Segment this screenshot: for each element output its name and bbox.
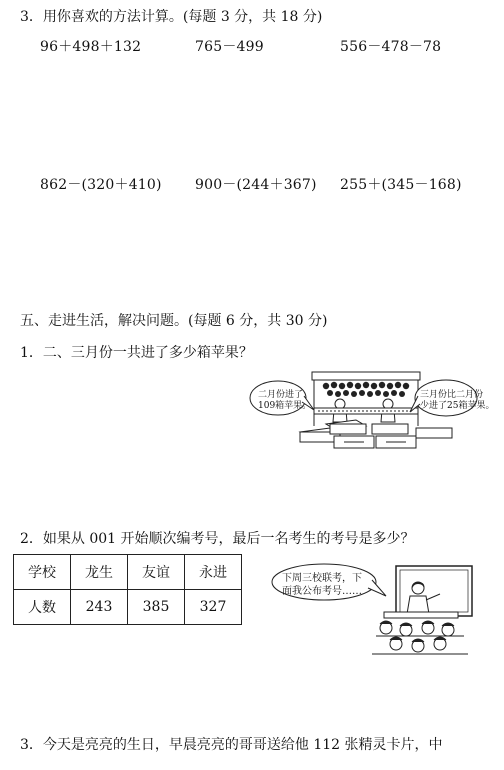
- school-count-table: [13, 554, 242, 625]
- bubble-right-line-2: 少进了25箱苹果。: [420, 401, 495, 411]
- question-2-text: 2．如果从 001 开始顺次编考号，最后一名考生的考号是多少？: [20, 531, 415, 547]
- bubble-left-line-1: 二月份进了: [258, 390, 304, 400]
- bubble-teacher-line-1: 下周三校联考，下: [282, 573, 362, 584]
- expression-5: 900－(244＋367): [195, 177, 317, 193]
- speech-bubble-right: [420, 390, 494, 412]
- question-3-text: 3．今天是亮亮的生日，早晨亮亮的哥哥送给他 112 张精灵卡片，中: [20, 737, 443, 753]
- table-cell: 学校: [14, 555, 71, 590]
- expression-3: 556－478－78: [340, 39, 442, 55]
- table-cell: 龙生: [71, 555, 128, 590]
- table-row: [14, 555, 242, 590]
- table-cell: 385: [128, 590, 185, 625]
- table-cell: 友谊: [128, 555, 185, 590]
- speech-bubble-left: [258, 390, 311, 412]
- section5-heading: 五、走进生活，解决问题。(每题 6 分，共 30 分): [20, 313, 328, 329]
- question-1-text: 1．二、三月份一共进了多少箱苹果？: [20, 345, 253, 361]
- bubble-teacher-line-2: 面我公布考号……: [282, 586, 362, 597]
- table-cell: 人数: [14, 590, 71, 625]
- section3-heading: 3．用你喜欢的方法计算。(每题 3 分，共 18 分): [20, 9, 323, 25]
- bubble-right-line-1: 三月份比二月份: [420, 390, 484, 400]
- expression-1: 96＋498＋132: [40, 39, 142, 55]
- speech-bubble-teacher: [282, 572, 362, 598]
- table-cell: 327: [185, 590, 242, 625]
- expression-6: 255＋(345－168): [340, 177, 462, 193]
- table-row: [14, 590, 242, 625]
- expression-2: 765－499: [195, 39, 264, 55]
- table-cell: 永进: [185, 555, 242, 590]
- bubble-left-line-2: 109箱苹果。: [258, 401, 312, 411]
- table-cell: 243: [71, 590, 128, 625]
- expression-4: 862－(320＋410): [40, 177, 162, 193]
